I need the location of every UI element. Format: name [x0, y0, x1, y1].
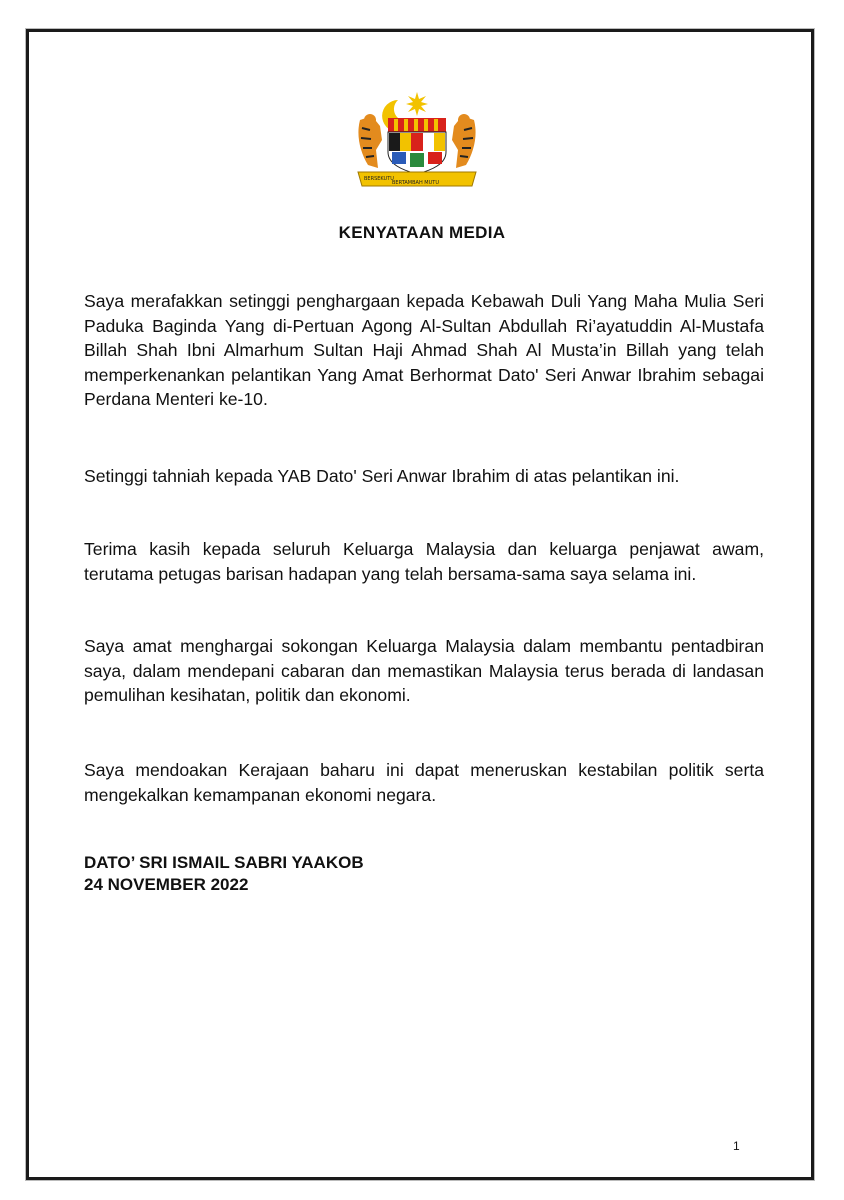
paragraph-3: Terima kasih kepada seluruh Keluarga Malaysia dan keluarga penjawat awam, terutama petugas barisan hadapan yang telah bersama-sama saya selama ini.	[84, 539, 764, 584]
paragraph-4: Saya amat menghargai sokongan Keluarga Malaysia dalam membantu pentadbiran saya, dalam mendepani cabaran dan memastikan Malaysia terus berada di landasan pemulihan kesihatan, politik dan ekonomi.	[84, 636, 764, 705]
paragraph-5: Saya mendoakan Kerajaan baharu ini dapat meneruskan kestabilan politik serta mengekalkan kemampanan ekonomi negara.	[84, 760, 764, 805]
right-tiger-icon	[452, 114, 476, 168]
page-number: 1	[733, 1139, 740, 1153]
statement-date: 24 NOVEMBER 2022	[84, 875, 249, 894]
federal-star-icon	[406, 92, 428, 116]
page-border	[26, 29, 814, 1180]
motto-scroll-icon	[358, 172, 476, 186]
signatory-name: DATO’ SRI ISMAIL SABRI YAAKOB	[84, 853, 364, 872]
shield-icon	[388, 118, 446, 174]
coat-of-arms-emblem	[352, 90, 482, 190]
svg-text:BERSEKUTU: BERSEKUTU	[364, 176, 394, 182]
paragraph-1: Saya merafakkan setinggi penghargaan kepada Kebawah Duli Yang Maha Mulia Seri Paduka Baginda Yang di-Pertuan Agong Al-Sultan Abdullah Ri’ayatuddin Al-Mustafa Billah Shah Ibni Almarhum Sultan Haji Ahmad Shah Al Musta’in Billah yang telah memperkenankan pelantikan Yang Amat Berhormat Dato' Seri Anwar Ibrahim sebagai Perdana Menteri ke-10.	[84, 291, 764, 409]
paragraph-2: Setinggi tahniah kepada YAB Dato' Seri Anwar Ibrahim di atas pelantikan ini.	[84, 466, 680, 486]
svg-text:BERTAMBAH MUTU: BERTAMBAH MUTU	[392, 180, 439, 186]
left-tiger-icon	[358, 114, 382, 168]
page-title: KENYATAAN MEDIA	[338, 223, 506, 242]
